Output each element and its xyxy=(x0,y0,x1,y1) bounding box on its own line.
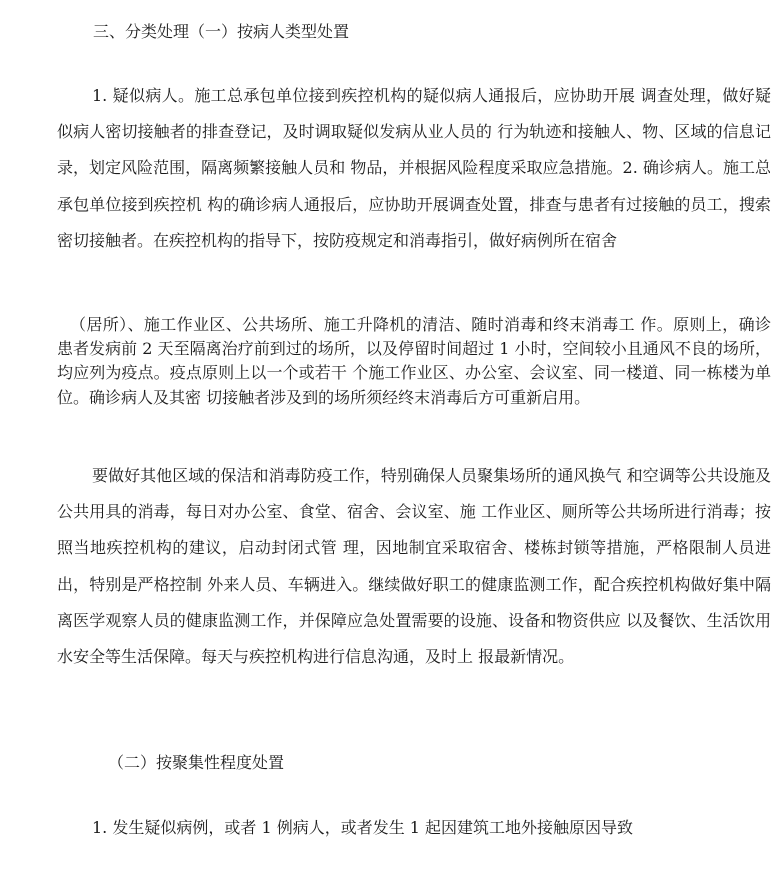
paragraph-other-areas-cleaning: 要做好其他区域的保洁和消毒防疫工作，特别确保人员聚集场所的通风换气 和空调等公共设施及公共用具的消毒，每日对办公室、食堂、宿舍、会议室、施 工作业区、厕所等公共场所进行消毒；按照当地疾控机构的建议，启动封闭式管 理，因地制宜采取宿舍、楼栋封锁等措施，严格限制人员进出，特别是严格控制 外来人员、车辆进入。继续做好职工的健康监测工作，配合疾控机构做好集中隔 离医学观察人员的健康监测工作，并保障应急处置需要的设施、设备和物资供应 以及餐饮、生活饮用水安全等生活保障。每天与疾控机构进行信息沟通，及时上 报最新情况。 xyxy=(57,466,771,667)
paragraph-suspected-and-confirmed-patients: 1. 疑似病人。施工总承包单位接到疾控机构的疑似病人通报后，应协助开展 调查处理，做好疑似病人密切接触者的排查登记，及时调取疑似发病从业人员的 行为轨迹和接触人、物、区域的信息记录，划定风险范围，隔离频繁接触人员和 物品，并根据风险程度采取应急措施。2. 确诊病人。施工总承包单位接到疾控机 构的确诊病人通报后，应协助开展调查处置，排查与患者有过接触的员工，搜索 密切接触者。在疾控机构的指导下，按防疫规定和消毒指引，做好病例所在宿舍 xyxy=(57,86,771,250)
paragraph-suspected-case: 1. 发生疑似病例，或者 1 例病人，或者发生 1 起因建筑工地外接触原因导致 xyxy=(92,818,634,837)
paragraph-disinfection-of-sites: （居所）、施工作业区、公共场所、施工升降机的清洁、随时消毒和终末消毒工 作。原则上，确诊患者发病前 2 天至隔离治疗前到过的场所，以及停留时间超过 1 小时，空间较小且通风不良的场所，均应列为疫点。疫点原则上以一个或若干 个施工作业区、办公室、会议室、同一楼道、同一栋楼为单位。确诊病人及其密 切接触者涉及到的场所须经终末消毒后方可重新启用。 xyxy=(57,315,771,407)
section-heading-classified-handling: 三、分类处理（一）按病人类型处置 xyxy=(93,22,350,41)
section-heading-cluster-degree: （二）按聚集性程度处置 xyxy=(108,753,285,772)
